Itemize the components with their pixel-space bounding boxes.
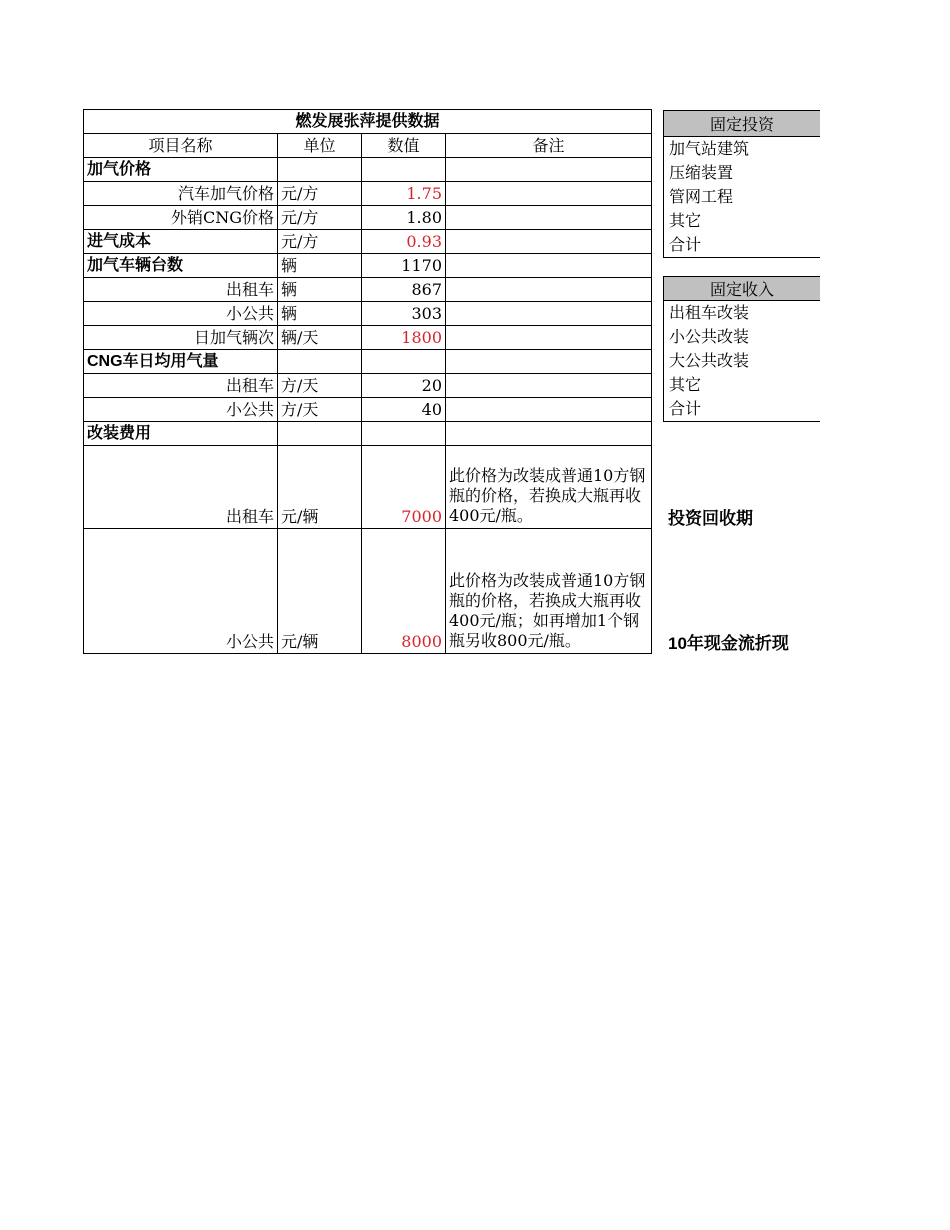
cell-name[interactable]: 小公共 bbox=[84, 302, 278, 326]
header-unit[interactable]: 单位 bbox=[278, 134, 362, 158]
cell-note[interactable] bbox=[446, 182, 652, 206]
fixed-income-header[interactable]: 固定收入 bbox=[663, 276, 820, 301]
cell-note[interactable] bbox=[446, 158, 652, 182]
header-value[interactable]: 数值 bbox=[362, 134, 446, 158]
cell-value[interactable]: 1800 bbox=[362, 326, 446, 350]
cell-value[interactable] bbox=[362, 350, 446, 374]
table-row bbox=[84, 350, 652, 374]
table-row bbox=[84, 529, 652, 654]
table-row bbox=[84, 158, 652, 182]
list-item[interactable]: 加气站建筑 bbox=[669, 139, 750, 158]
cell-unit[interactable]: 方/天 bbox=[278, 398, 362, 422]
list-item[interactable]: 小公共改装 bbox=[669, 327, 750, 346]
table-row bbox=[84, 326, 652, 350]
list-item[interactable]: 其它 bbox=[669, 211, 702, 230]
cell-unit[interactable] bbox=[278, 422, 362, 446]
table-header-row bbox=[84, 134, 652, 158]
list-item[interactable]: 合计 bbox=[669, 235, 702, 254]
cell-value[interactable] bbox=[362, 422, 446, 446]
cell-note[interactable] bbox=[446, 350, 652, 374]
table-row bbox=[84, 446, 652, 529]
cell-note[interactable] bbox=[446, 278, 652, 302]
cell-note[interactable] bbox=[446, 254, 652, 278]
cell-unit[interactable]: 元/方 bbox=[278, 206, 362, 230]
list-item[interactable]: 压缩装置 bbox=[669, 163, 734, 182]
cell-unit[interactable] bbox=[278, 158, 362, 182]
fixed-investment-panel bbox=[663, 110, 820, 258]
cell-note[interactable] bbox=[446, 326, 652, 350]
cell-name[interactable]: 汽车加气价格 bbox=[84, 182, 278, 206]
fixed-income-panel bbox=[663, 276, 820, 422]
cell-name[interactable]: 进气成本 bbox=[84, 230, 278, 254]
table-row bbox=[84, 422, 652, 446]
table-row bbox=[84, 278, 652, 302]
header-item-name[interactable]: 项目名称 bbox=[84, 134, 278, 158]
main-data-table bbox=[83, 109, 652, 654]
cell-value[interactable]: 40 bbox=[362, 398, 446, 422]
cell-value[interactable] bbox=[362, 158, 446, 182]
cell-value[interactable]: 8000 bbox=[362, 529, 446, 654]
cell-value[interactable]: 7000 bbox=[362, 446, 446, 529]
table-title-row bbox=[84, 110, 652, 134]
cell-unit[interactable]: 辆 bbox=[278, 278, 362, 302]
cell-name[interactable]: 外销CNG价格 bbox=[84, 206, 278, 230]
main-data-table-wrapper bbox=[83, 109, 652, 654]
cell-unit[interactable]: 辆 bbox=[278, 254, 362, 278]
table-row bbox=[84, 254, 652, 278]
cell-name[interactable]: CNG车日均用气量 bbox=[84, 350, 278, 374]
table-row bbox=[84, 206, 652, 230]
cell-unit[interactable]: 元/方 bbox=[278, 182, 362, 206]
cell-name[interactable]: 加气价格 bbox=[84, 158, 278, 182]
cell-unit[interactable]: 辆/天 bbox=[278, 326, 362, 350]
cell-value[interactable]: 0.93 bbox=[362, 230, 446, 254]
table-row bbox=[84, 302, 652, 326]
list-item[interactable]: 出租车改装 bbox=[669, 303, 750, 322]
fixed-investment-list bbox=[663, 137, 820, 258]
list-item[interactable]: 管网工程 bbox=[669, 187, 734, 206]
payback-period-label[interactable]: 投资回收期 bbox=[668, 509, 753, 528]
cell-unit[interactable]: 元/辆 bbox=[278, 529, 362, 654]
npv-label[interactable]: 10年现金流折现 bbox=[668, 634, 789, 653]
cell-unit[interactable]: 元/方 bbox=[278, 230, 362, 254]
cell-unit[interactable]: 辆 bbox=[278, 302, 362, 326]
cell-value[interactable]: 1.80 bbox=[362, 206, 446, 230]
cell-unit[interactable] bbox=[278, 350, 362, 374]
cell-unit[interactable]: 方/天 bbox=[278, 374, 362, 398]
table-title[interactable]: 燃发展张萍提供数据 bbox=[84, 110, 652, 134]
header-note[interactable]: 备注 bbox=[446, 134, 652, 158]
cell-note[interactable] bbox=[446, 206, 652, 230]
table-row bbox=[84, 374, 652, 398]
cell-name[interactable]: 出租车 bbox=[84, 278, 278, 302]
cell-note[interactable] bbox=[446, 230, 652, 254]
cell-note[interactable] bbox=[446, 398, 652, 422]
cell-name[interactable]: 出租车 bbox=[84, 446, 278, 529]
cell-value[interactable]: 1.75 bbox=[362, 182, 446, 206]
cell-note[interactable]: 此价格为改装成普通10方钢瓶的价格，若换成大瓶再收400元/瓶；如再增加1个钢瓶另收800元/瓶。 bbox=[446, 529, 652, 654]
cell-note[interactable] bbox=[446, 374, 652, 398]
cell-unit[interactable]: 元/辆 bbox=[278, 446, 362, 529]
cell-note[interactable]: 此价格为改装成普通10方钢瓶的价格，若换成大瓶再收400元/瓶。 bbox=[446, 446, 652, 529]
fixed-investment-header[interactable]: 固定投资 bbox=[663, 110, 820, 137]
cell-name[interactable]: 小公共 bbox=[84, 529, 278, 654]
cell-value[interactable]: 303 bbox=[362, 302, 446, 326]
cell-name[interactable]: 小公共 bbox=[84, 398, 278, 422]
cell-name[interactable]: 日加气辆次 bbox=[84, 326, 278, 350]
cell-name[interactable]: 改装费用 bbox=[84, 422, 278, 446]
list-item[interactable]: 合计 bbox=[669, 399, 702, 418]
cell-value[interactable]: 867 bbox=[362, 278, 446, 302]
table-row bbox=[84, 230, 652, 254]
cell-value[interactable]: 20 bbox=[362, 374, 446, 398]
cell-name[interactable]: 出租车 bbox=[84, 374, 278, 398]
cell-note[interactable] bbox=[446, 422, 652, 446]
list-item[interactable]: 大公共改装 bbox=[669, 351, 750, 370]
fixed-income-list bbox=[663, 301, 820, 422]
list-item[interactable]: 其它 bbox=[669, 375, 702, 394]
table-row bbox=[84, 182, 652, 206]
cell-value[interactable]: 1170 bbox=[362, 254, 446, 278]
cell-note[interactable] bbox=[446, 302, 652, 326]
table-row bbox=[84, 398, 652, 422]
cell-name[interactable]: 加气车辆台数 bbox=[84, 254, 278, 278]
